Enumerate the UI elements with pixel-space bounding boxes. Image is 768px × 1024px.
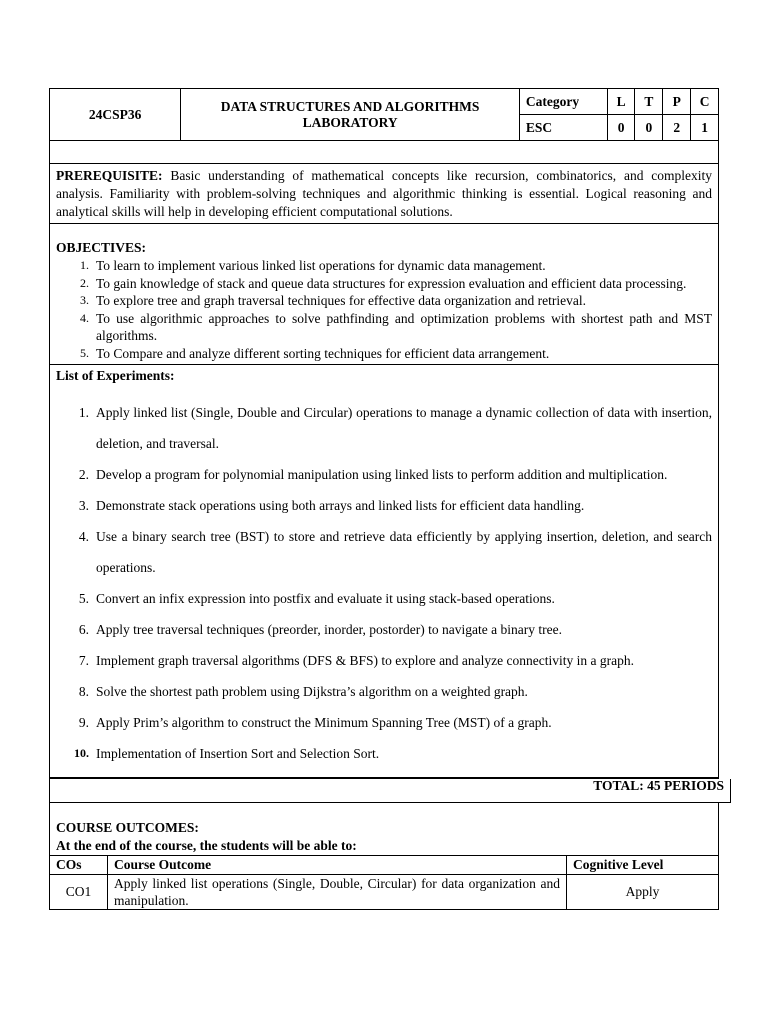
ltpc-value-l: 0 <box>607 115 635 141</box>
list-item-number: 1. <box>78 405 89 420</box>
col-course-outcome: Course Outcome <box>108 856 567 875</box>
outcomes-header-row <box>50 856 719 875</box>
list-item-number: 2. <box>78 467 89 482</box>
prerequisite-label: PREREQUISITE: <box>56 168 163 183</box>
total-periods-text: TOTAL: 45 PERIODS <box>593 778 724 793</box>
list-item <box>50 345 718 363</box>
list-item <box>50 275 718 293</box>
list-item-number: 8. <box>78 684 89 699</box>
list-item-text: To learn to implement various linked list operations for dynamic data management. <box>96 258 546 273</box>
prerequisite-paragraph <box>50 164 718 223</box>
list-item <box>50 257 718 275</box>
objectives-heading: OBJECTIVES: <box>56 240 147 255</box>
experiments-section <box>49 365 719 778</box>
list-item-text: Solve the shortest path problem using Dijkstra’s algorithm on a weighted graph. <box>96 684 528 699</box>
list-item-text: Implement graph traversal algorithms (DFS & BFS) to explore and analyze connectivity in a graph. <box>96 653 634 668</box>
list-item <box>50 310 718 345</box>
list-item <box>50 292 718 310</box>
list-item-number: 5. <box>78 591 89 606</box>
list-item-text: To use algorithmic approaches to solve pathfinding and optimization problems with shortest path and MST algorithms. <box>96 310 712 343</box>
list-item <box>50 645 718 676</box>
co-id: CO1 <box>50 875 108 910</box>
experiments-heading: List of Experiments: <box>56 368 175 383</box>
list-item <box>50 707 718 738</box>
list-item <box>50 459 718 490</box>
list-item-text: Apply tree traversal techniques (preorder, inorder, postorder) to navigate a binary tree. <box>96 622 562 637</box>
objectives-section <box>49 224 719 365</box>
list-item-number: 9. <box>78 715 89 730</box>
list-item-number: 7. <box>78 653 89 668</box>
ltpc-header-t: T <box>635 89 663 115</box>
outcomes-section <box>49 803 719 855</box>
spacer-row <box>49 141 719 164</box>
ltpc-header-c: C <box>691 89 719 115</box>
objectives-list <box>50 257 718 362</box>
list-item-text: To gain knowledge of stack and queue data structures for expression evaluation and efficient data processing. <box>96 275 687 291</box>
ltpc-header-p: P <box>663 89 691 115</box>
prerequisite-text: Basic understanding of mathematical concepts like recursion, combinatorics, and complexity analysis. Familiarity with problem-solving techniques and algorithmic thinking is essential. Logical reasoning and analytical skills will help in developing efficient computational solutions. <box>56 168 712 219</box>
list-item <box>50 397 718 459</box>
list-item-text: To Compare and analyze different sorting techniques for efficient data arrangement. <box>96 345 550 361</box>
list-item-number: 3. <box>78 498 89 513</box>
list-item-text: Implementation of Insertion Sort and Selection Sort. <box>96 746 380 761</box>
ltpc-value-c: 1 <box>691 115 719 141</box>
ltpc-header-l: L <box>607 89 635 115</box>
course-header-table <box>49 88 719 141</box>
syllabus-page <box>49 88 724 910</box>
table-row <box>50 875 719 910</box>
list-item <box>50 490 718 521</box>
list-item-text: To explore tree and graph traversal techniques for effective data organization and retrieval. <box>96 293 586 308</box>
list-item-number: 5. <box>80 345 89 360</box>
list-item <box>50 614 718 645</box>
list-item-number: 4. <box>80 310 89 325</box>
experiments-list <box>50 384 718 777</box>
list-item-text: Demonstrate stack operations using both arrays and linked lists for efficient data handling. <box>96 498 585 513</box>
list-item-number: 1. <box>80 258 89 272</box>
list-item-number: 4. <box>78 529 89 544</box>
list-item-number: 6. <box>78 622 89 637</box>
total-periods <box>49 779 731 803</box>
list-item-number: 3. <box>80 293 89 307</box>
list-item-text: Use a binary search tree (BST) to store and retrieve data efficiently by applying insertion, deletion, and search operations. <box>96 529 712 575</box>
list-item <box>50 521 718 583</box>
col-cos: COs <box>50 856 108 875</box>
outcomes-heading: COURSE OUTCOMES: <box>56 820 199 835</box>
list-item <box>50 738 718 769</box>
outcomes-subheading: At the end of the course, the students will be able to: <box>56 838 357 853</box>
list-item-number: 10. <box>74 746 89 760</box>
ltpc-value-t: 0 <box>635 115 663 141</box>
category-label: Category <box>519 89 607 115</box>
prerequisite-section <box>49 164 719 224</box>
ltpc-value-p: 2 <box>663 115 691 141</box>
category-value: ESC <box>519 115 607 141</box>
list-item <box>50 676 718 707</box>
list-item-text: Develop a program for polynomial manipulation using linked lists to perform addition and multiplication. <box>96 467 668 482</box>
col-cognitive-level: Cognitive Level <box>567 856 719 875</box>
list-item-number: 2. <box>80 275 89 290</box>
list-item <box>50 583 718 614</box>
course-title: DATA STRUCTURES AND ALGORITHMS LABORATORY <box>181 89 520 141</box>
co-outcome: Apply linked list operations (Single, Double, Circular) for data organization and manipulation. <box>108 875 567 910</box>
course-code: 24CSP36 <box>50 89 181 141</box>
list-item-text: Apply Prim’s algorithm to construct the Minimum Spanning Tree (MST) of a graph. <box>96 715 552 730</box>
course-outcomes-table <box>49 855 719 910</box>
list-item-text: Apply linked list (Single, Double and Circular) operations to manage a dynamic collection of data with insertion, deletion, and traversal. <box>96 405 712 451</box>
list-item-text: Convert an infix expression into postfix and evaluate it using stack-based operations. <box>96 591 555 606</box>
co-level: Apply <box>567 875 719 910</box>
